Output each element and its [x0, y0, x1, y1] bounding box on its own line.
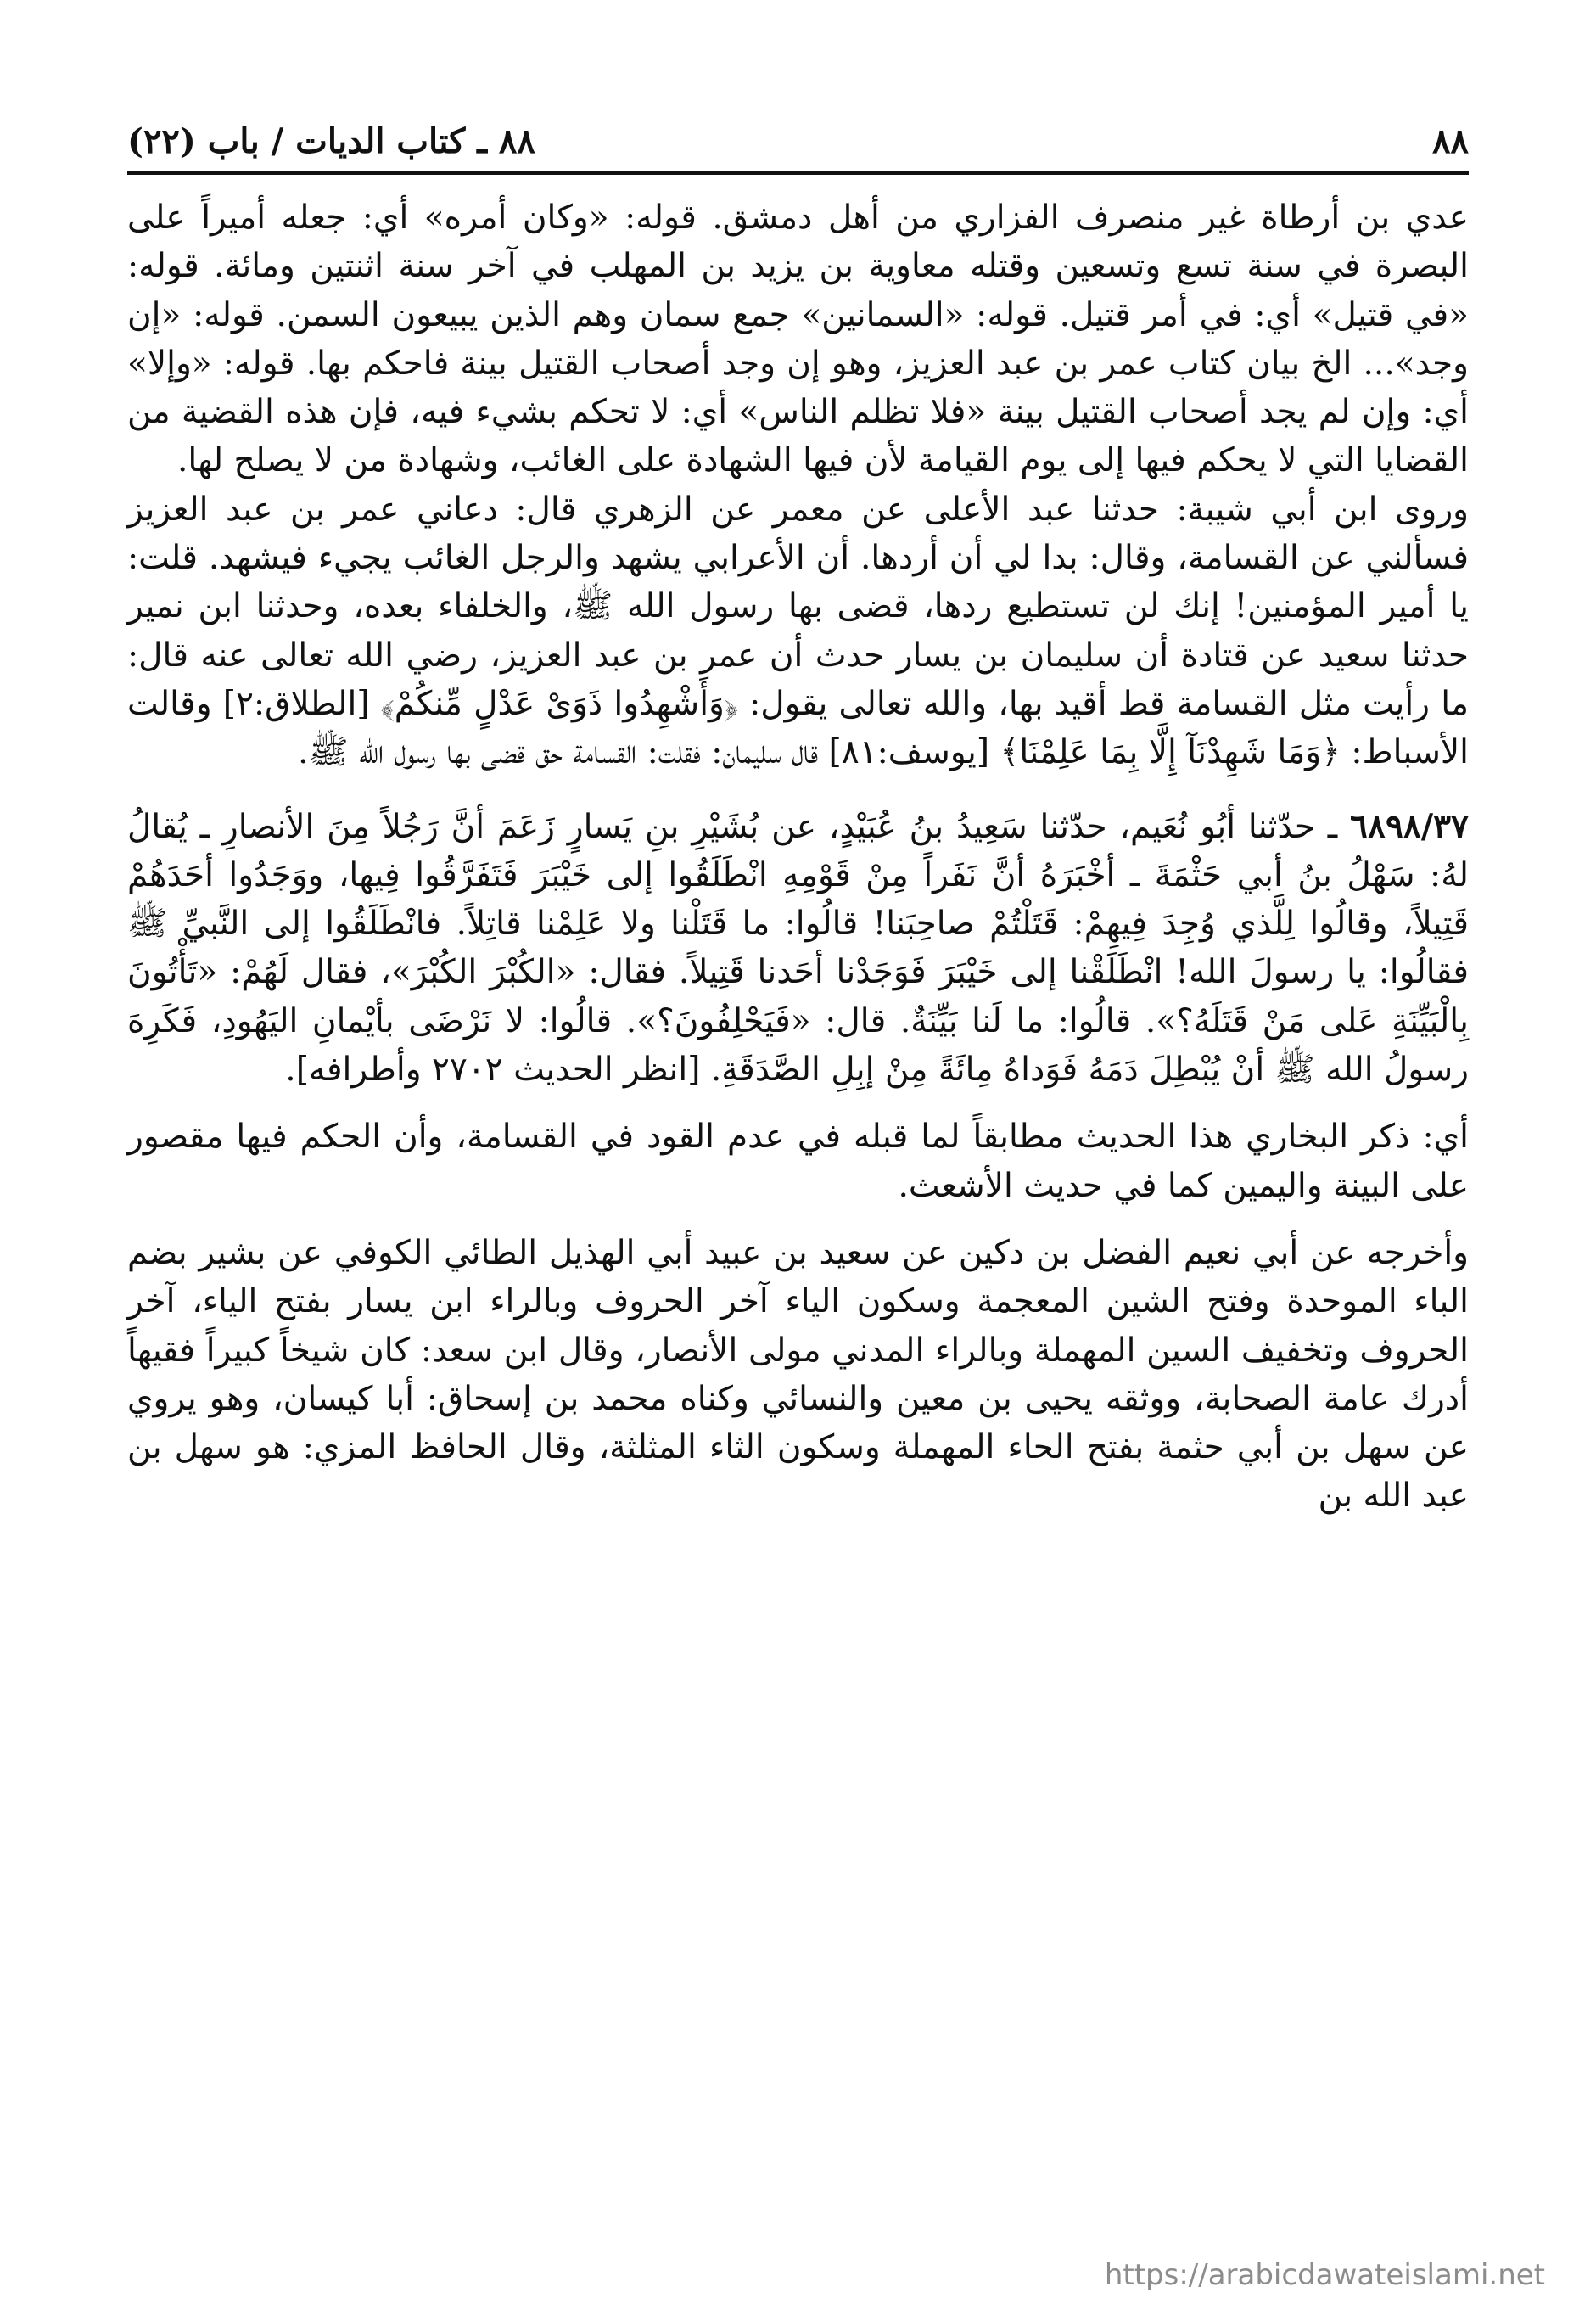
- hadith-paragraph: [127, 803, 1469, 1095]
- commentary-paragraph: أي: ذكر البخاري هذا الحديث مطابقاً لما قبله في عدم القود في القسامة، وأن الحكم فيها مقصور على البينة واليمين كما في حديث الأشعث.: [127, 1118, 1469, 1205]
- page-number: ٨٨: [1432, 121, 1469, 161]
- commentary-paragraph: وأخرجه عن أبي نعيم الفضل بن دكين عن سعيد بن عبيد أبي الهذيل الطائي الكوفي عن بشير بضم الباء الموحدة وفتح الشين المعجمة وسكون الياء آخر الحروف وبالراء ابن يسار بفتح الياء، آخر الحروف وتخفيف السين المهملة وبالراء المدني مولى الأنصار، وقال ابن سعد: كان شيخاً كبيراً فقيهاً أدرك عامة الصحابة، ووثقه يحيى بن معين والنسائي وكناه محمد بن إسحاق: أبا كيسان، وهو يروي عن سهل بن أبي حثمة بفتح الحاء المهملة وسكون الثاء المثلثة، وقال الحافظ المزي: هو سهل بن عبد الله بن: [127, 1233, 1469, 1516]
- chapter-title: ٨٨ ـ كتاب الديات / باب (٢٢): [127, 121, 535, 161]
- hadith-number: ٦٨٩٨/٣٧: [1350, 806, 1469, 846]
- commentary-paragraph: وروى ابن أبي شيبة: حدثنا عبد الأعلى عن معمر عن الزهري قال: دعاني عمر بن عبد العزيز فسألني عن القسامة، وقال: بدا لي أن أردها. أن الأعرابي يشهد والرجل الغائب يجيء فيشهد. قلت: يا أمير المؤمنين! إنك لن تستطيع ردها، قضى بها رسول الله ﷺ، والخلفاء بعده، وحدثنا ابن نمير حدثنا سعيد عن قتادة أن سليمان بن يسار حدث أن عمر بن عبد العزيز، رضي الله تعالى عنه قال: ما رأيت مثل القسامة قط أقيد بها، والله تعالى يقول: ﴿وَأَشْهِدُوا ذَوَىْ عَدْلٍ مِّنكُمْ﴾ [الطلاق:٢] وقالت الأسباط: ﴿وَمَا شَهِدْنَآ إِلَّا بِمَا عَلِمْنَا﴾ [يوسف:٨١] قال سليمان: فقلت: القسامة حق قضى بها رسول الله ﷺ.: [127, 490, 1469, 772]
- hadith-text: ـ حدّثنا أبُو نُعَيم، حدّثنا سَعِيدُ بنُ عُبَيْدٍ، عن بُشَيْرِ بنِ يَسارٍ زَعَمَ أنَّ رَجُلاً مِنَ الأنصارِ ـ يُقالُ لهُ: سَهْلُ بنُ أبي حَثْمَةَ ـ أخْبَرَهُ أنَّ نَفَراً مِنْ قَوْمِهِ انْطَلَقُوا إلى خَيْبَرَ فَتَفَرَّقُوا فِيها، ووَجَدُوا أحَدَهُمْ قَتِيلاً، وقالُوا لِلَّذي وُجِدَ فِيهِمْ: قَتَلْتُمْ صاحِبَنا! قالُوا: ما قَتَلْنا ولا عَلِمْنا قاتِلاً. فانْطَلَقُوا إلى النَّبيِّ ﷺ فقالُوا: يا رسولَ الله! انْطَلَقْنا إلى خَيْبَرَ فَوَجَدْنا أحَدنا قَتِيلاً. فقال: «الكُبْرَ الكُبْرَ»، فقال لَهُمْ: «تَأْتُونَ بِالْبَيِّنَةِ عَلى مَنْ قَتَلَهُ؟». قالُوا: ما لَنا بَيِّنَةٌ. قال: «فَيَحْلِفُونَ؟». قالُوا: لا نَرْضَى بأيْمانِ اليَهُودِ، فَكَرِهَ رسولُ الله ﷺ أنْ يُبْطِلَ دَمَهُ فَوَداهُ مِائَةً مِنْ إبِلِ الصَّدَقَةِ.: [127, 807, 1469, 1090]
- running-header: [127, 102, 1469, 161]
- header-rule: [127, 171, 1469, 175]
- watermark-url: https://arabicdawateislami.net: [1104, 2258, 1545, 2292]
- commentary-paragraph: عدي بن أرطاة غير منصرف الفزاري من أهل دمشق. قوله: «وكان أمره» أي: جعله أميراً على البصرة في سنة تسع وتسعين وقتله معاوية بن يزيد بن المهلب في آخر سنة اثنتين ومائة. قوله: «في قتيل» أي: في أمر قتيل. قوله: «السمانين» جمع سمان وهم الذين يبيعون السمن. قوله: «إن وجد»... الخ بيان كتاب عمر بن عبد العزيز، وهو إن وجد أصحاب القتيل بينة فاحكم بها. قوله: «وإلا» أي: وإن لم يجد أصحاب القتيل بينة «فلا تظلم الناس» أي: لا تحكم بشيء فيه، فإن هذه القضية من القضايا التي لا يحكم فيها إلى يوم القيامة لأن فيها الشهادة على الغائب، وشهادة من لا يصلح لها.: [127, 199, 1469, 480]
- hadith-reference: [انظر الحديث ٢٧٠٢ وأطرافه].: [285, 1051, 701, 1090]
- page-body: [127, 193, 1469, 1521]
